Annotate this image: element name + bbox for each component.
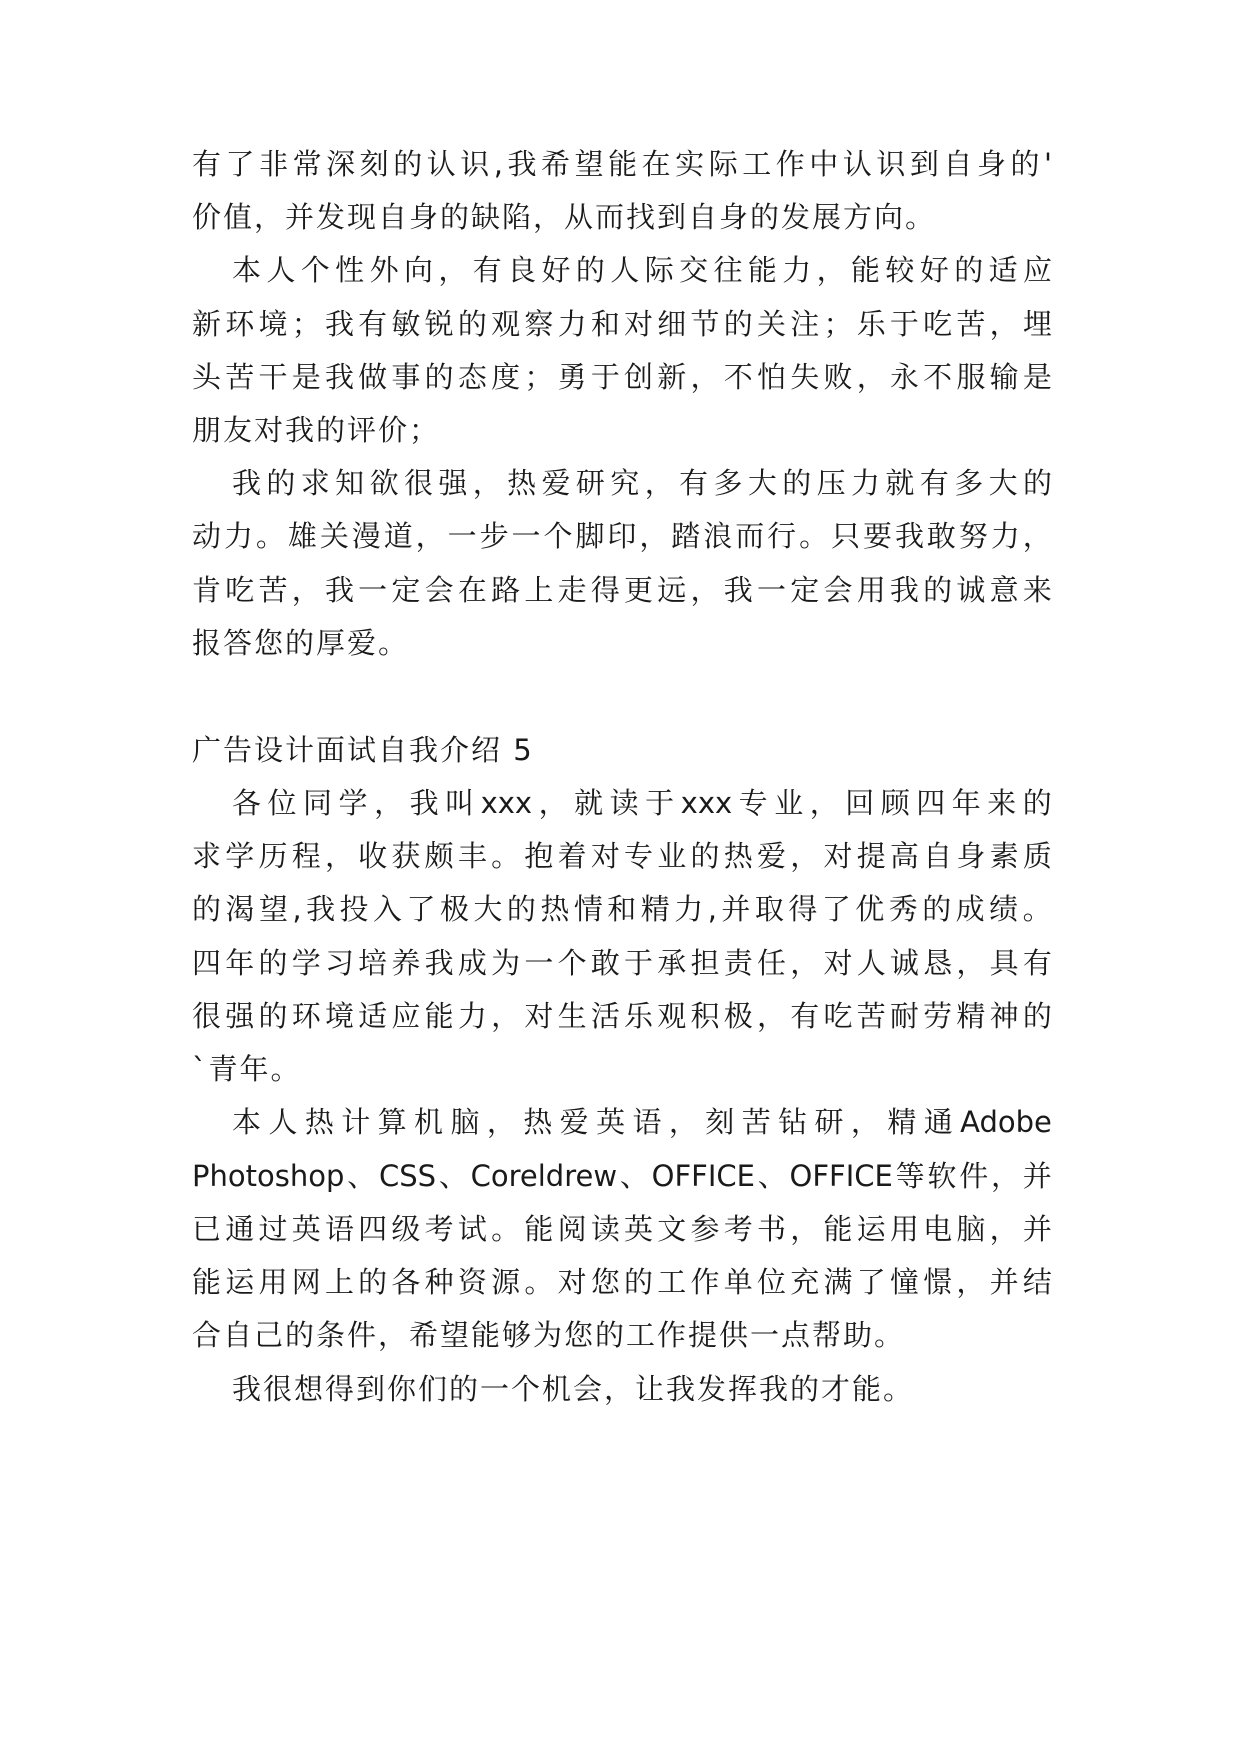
text-line: 报答您的厚爱。	[192, 626, 410, 660]
text-line: 本 人 热 计 算 机 脑 ， 热 爱 英 语 ， 刻 苦 钻 研 ， 精 通 Adobe	[232, 1105, 1052, 1139]
text-line: 我很想得到你们的一个机会，让我发挥我的才能。	[232, 1372, 915, 1406]
text-line: 求 学 历 程 ， 收 获 颇 丰 。 抱 着 对 专 业 的 热 爱 ， 对 提 高 自 身 素 质	[192, 839, 1052, 873]
text-line: 四 年 的 学 习 培 养 我 成 为 一 个 敢 于 承 担 责 任 ， 对 人 诚 恳 ， 具 有	[192, 946, 1052, 980]
text-line: `青年。	[192, 1052, 302, 1086]
text-line: 能 运 用 网 上 的 各 种 资 源 。 对 您 的 工 作 单 位 充 满 了 憧 憬 ， 并 结	[192, 1265, 1052, 1299]
text-line: 的 渴 望 , 我 投 入 了 极 大 的 热 情 和 精 力 , 并 取 得 了 优 秀 的 成 绩 。	[192, 892, 1052, 926]
text-line: 合自己的条件，希望能够为您的工作提供一点帮助。	[192, 1318, 906, 1352]
text-line: 各 位 同 学 ， 我 叫 xxx ， 就 读 于 xxx 专 业 ， 回 顾 四 年 来 的	[232, 786, 1052, 820]
text-line: 我 的 求 知 欲 很 强 ， 热 爱 研 究 ， 有 多 大 的 压 力 就 有 多 大 的	[232, 466, 1052, 500]
text-line: 新 环 境 ； 我 有 敏 锐 的 观 察 力 和 对 细 节 的 关 注 ； 乐 于 吃 苦 ， 埋	[192, 307, 1052, 341]
text-line: 已 通 过 英 语 四 级 考 试 。 能 阅 读 英 文 参 考 书 ， 能 运 用 电 脑 ， 并	[192, 1212, 1052, 1246]
text-line: 肯 吃 苦 ， 我 一 定 会 在 路 上 走 得 更 远 ， 我 一 定 会 用 我 的 诚 意 来	[192, 573, 1052, 607]
text-line: 本 人 个 性 外 向 ， 有 良 好 的 人 际 交 往 能 力 ， 能 较 好 的 适 应	[232, 253, 1052, 287]
text-line: 有 了 非 常 深 刻 的 认 识 , 我 希 望 能 在 实 际 工 作 中 认 识 到 自 身 的 '	[192, 147, 1052, 181]
text-line: 朋友对我的评价；	[192, 413, 441, 447]
text-line: 动 力 。 雄 关 漫 道 ， 一 步 一 个 脚 印 ， 踏 浪 而 行 。 只 要 我 敢 努 力 ，	[192, 519, 1052, 553]
text-line: 价值，并发现自身的缺陷，从而找到自身的发展方向。	[192, 200, 937, 234]
text-line: 头 苦 干 是 我 做 事 的 态 度 ； 勇 于 创 新 ， 不 怕 失 败 ， 永 不 服 输 是	[192, 360, 1052, 394]
text-line: Photoshop 、 CSS 、 Coreldrew 、 OFFICE 、 OFFICE 等 软 件 ， 并	[192, 1159, 1052, 1193]
section-title: 广告设计面试自我介绍 5	[192, 733, 534, 767]
text-line: 很 强 的 环 境 适 应 能 力 ， 对 生 活 乐 观 积 极 ， 有 吃 苦 耐 劳 精 神 的	[192, 999, 1052, 1033]
